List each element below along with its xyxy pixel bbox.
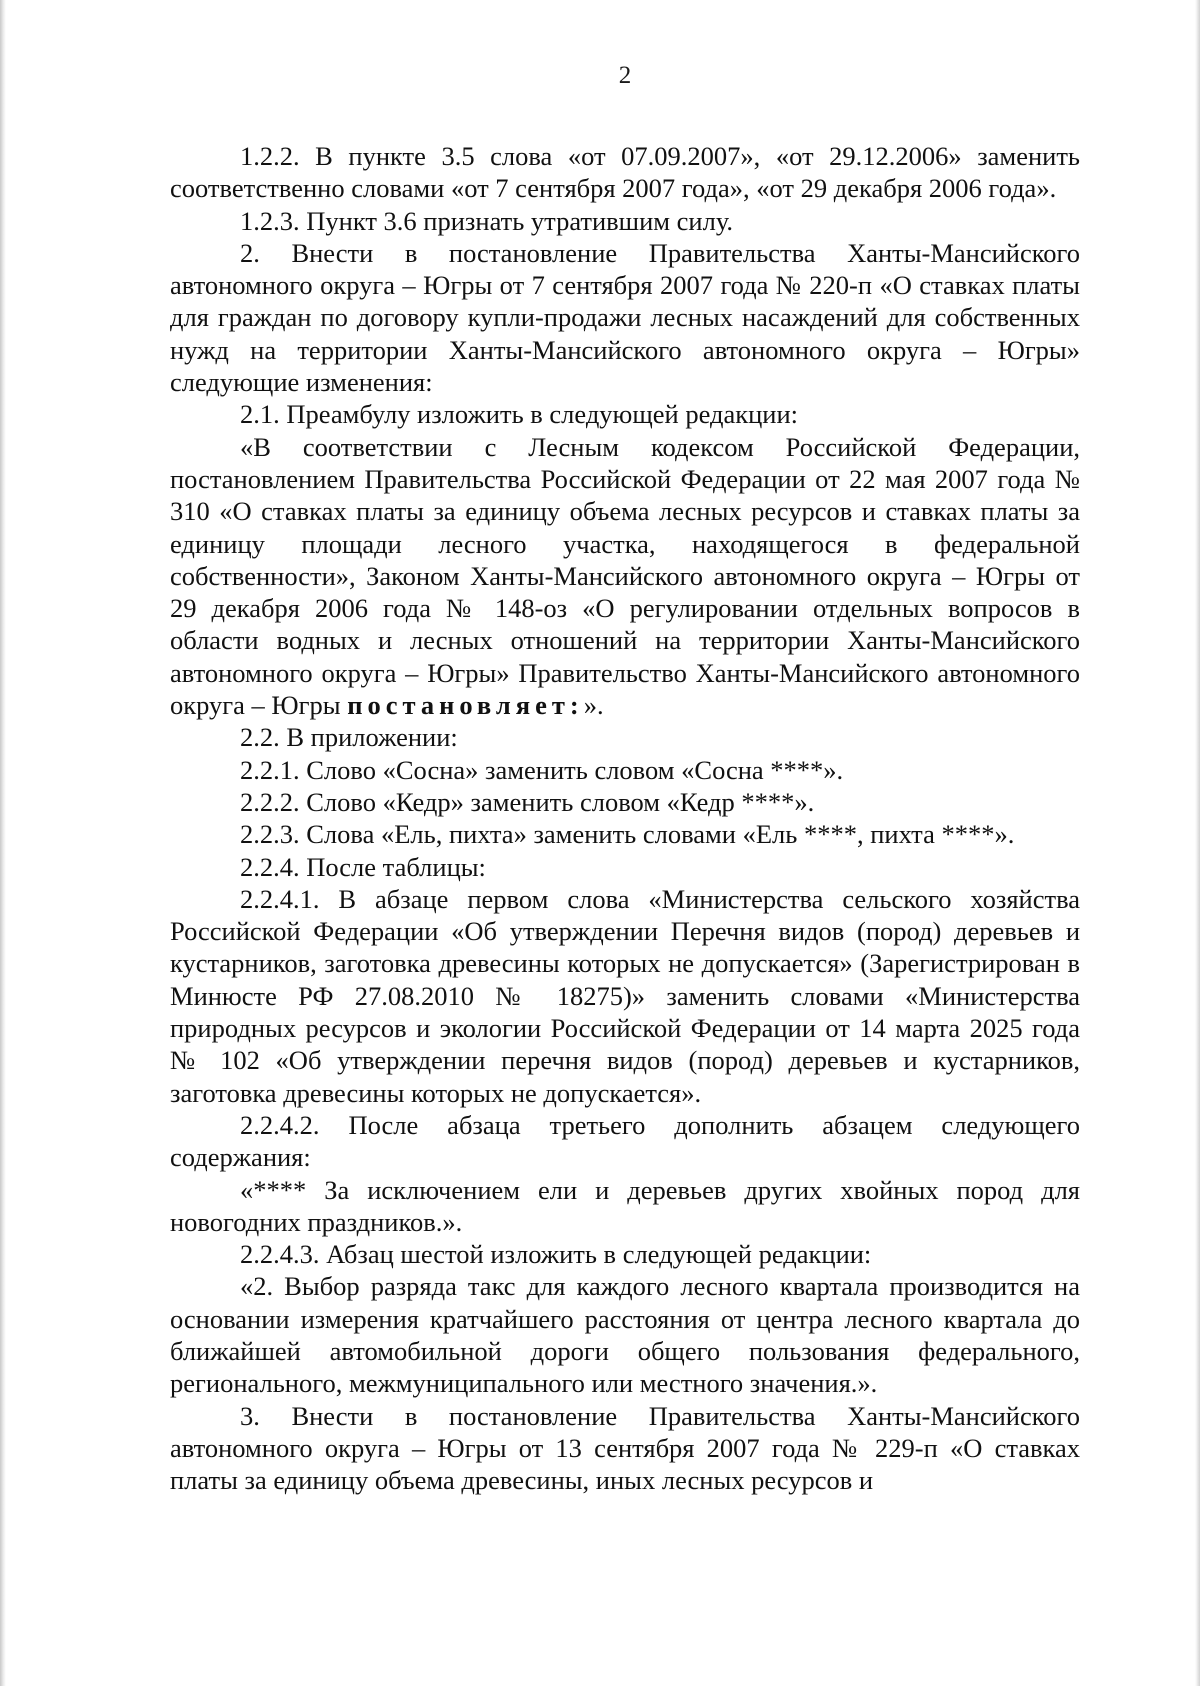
paragraph-2-2-3: 2.2.3. Слова «Ель, пихта» заменить словами «Ель ****, пихта ****». — [240, 819, 1015, 850]
preamble-tail: ». — [583, 690, 604, 721]
paragraph-preamble — [170, 431, 1080, 722]
scan-edge-left — [0, 0, 6, 1686]
paragraph-1-2-2: 1.2.2. В пункте 3.5 слова «от 07.09.2007», «от 29.12.2006» заменить соответственно словами «от 7 сентября 2007 года», «от 29 декабря 2006 года». — [170, 141, 1080, 204]
paragraph-2: 2. Внести в постановление Правительства Ханты-Мансийского автономного округа – Югры от 7 сентября 2007 года № 220-п «О ставках платы для граждан по договору купли-продажи лесных насаждений для собственных нужд на территории Ханты-Мансийского автономного округа – Югры» следующие изменения: — [170, 237, 1080, 398]
paragraph-1-2-3: 1.2.3. Пункт 3.6 признать утратившим силу. — [240, 205, 734, 236]
paragraph-2-2-4-2: 2.2.4.2. После абзаца третьего дополнить абзацем следующего содержания: — [170, 1109, 1080, 1173]
paragraph-2-2-4: 2.2.4. После таблицы: — [240, 851, 486, 882]
paragraph-3: 3. Внести в постановление Правительства Ханты-Мансийского автономного округа – Югры от 13 сентября 2007 года № 229-п «О ставках платы за единицу объема древесины, иных лесных ресурсов и — [170, 1400, 1080, 1496]
paragraph-2-2: 2.2. В приложении: — [240, 722, 458, 753]
document-body — [170, 140, 1080, 1496]
paragraph-2-2-4-3: 2.2.4.3. Абзац шестой изложить в следующей редакции: — [240, 1239, 872, 1270]
preamble-text: «В соответствии с Лесным кодексом Российской Федерации, постановлением Правительства Российской Федерации от 22 мая 2007 года № 310 «О ставках платы за единицу объема лесных ресурсов и ставках платы за единицу площади лесного участка, находящегося в федеральной собственности», Законом Ханты-Мансийского автономного округа – Югры от 29 декабря 2006 года № 148-оз «О регулировании отдельных вопросов в области водных и лесных отношений на территории Ханты-Мансийского автономного округа – Югры» Правительство Ханты-Мансийского автономного округа – Югры — [170, 431, 1080, 721]
paragraph-2-2-4-1: 2.2.4.1. В абзаце первом слова «Министерства сельского хозяйства Российской Федерации «Об утверждении Перечня видов (пород) деревьев и кустарников, заготовка древесины которых не допускается» (Зарегистрирован в Минюсте РФ 27.08.2010 № 18275)» заменить словами «Министерства природных ресурсов и экологии Российской Федерации от 14 марта 2025 года № 102 «Об утверждении перечня видов (пород) деревьев и кустарников, заготовка древесины которых не допускается». — [170, 883, 1080, 1108]
scan-edge-right — [1195, 0, 1200, 1686]
page-number: 2 — [618, 62, 632, 89]
preamble-emphasis: постановляет: — [347, 690, 584, 721]
paragraph-2-2-2: 2.2.2. Слово «Кедр» заменить словом «Кедр ****». — [240, 786, 815, 817]
paragraph-choice: «2. Выбор разряда такс для каждого лесного квартала производится на основании измерения кратчайшего расстояния от центра лесного квартала до ближайшей автомобильной дороги общего пользования федерального, регионального, межмуниципального или местного значения.». — [170, 1271, 1080, 1399]
paragraph-2-2-1: 2.2.1. Слово «Сосна» заменить словом «Сосна ****». — [240, 754, 844, 785]
paragraph-2-1: 2.1. Преамбулу изложить в следующей редакции: — [240, 399, 799, 430]
paragraph-footnote: «**** За исключением ели и деревьев других хвойных пород для новогодних праздников.». — [170, 1174, 1080, 1237]
